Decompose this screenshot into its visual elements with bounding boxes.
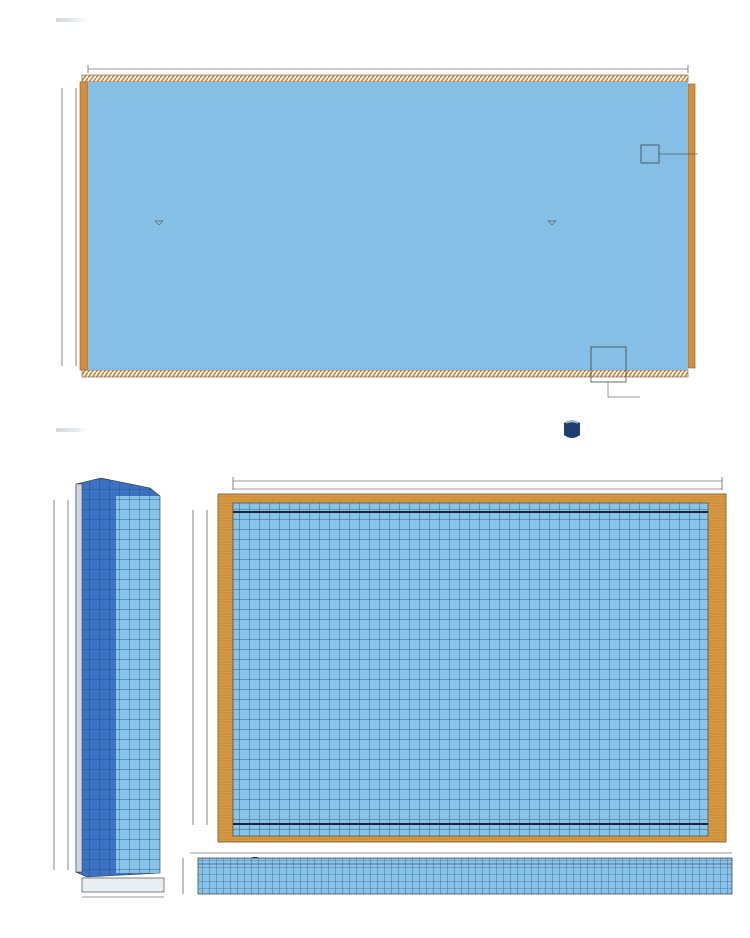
side-section xyxy=(54,478,164,897)
water-level-icon xyxy=(563,418,581,440)
top-plan xyxy=(62,65,698,397)
pool-water xyxy=(88,82,688,370)
legend xyxy=(563,418,587,434)
elevation-wall xyxy=(198,858,732,894)
section-base xyxy=(82,878,164,892)
bottom-gutter xyxy=(82,370,688,377)
bottom-elevation xyxy=(183,853,732,894)
section-floor-light xyxy=(116,496,160,873)
layout-plan xyxy=(193,477,726,842)
layout-water xyxy=(233,503,708,836)
left-end-wall xyxy=(80,82,88,370)
top-gutter xyxy=(82,75,688,82)
right-end-wall xyxy=(688,84,695,368)
legend-water-level xyxy=(563,418,587,440)
